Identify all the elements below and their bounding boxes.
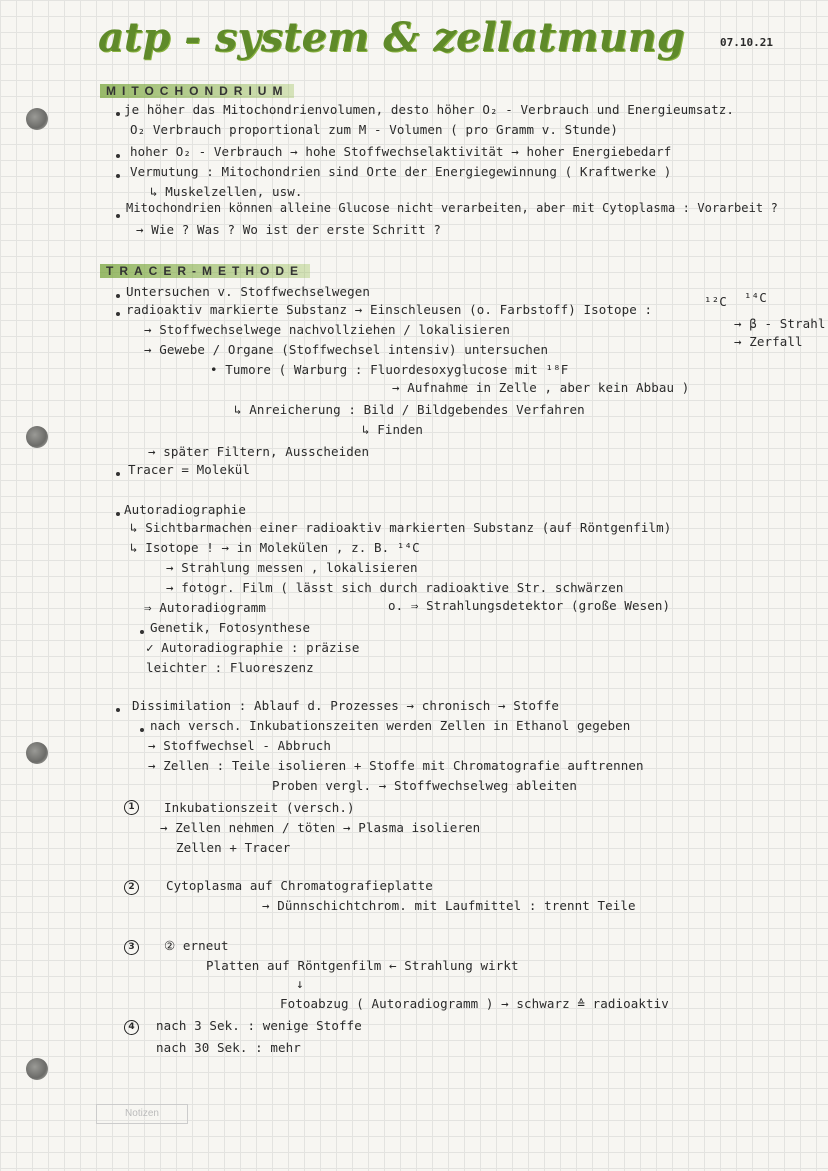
section-heading-tracer: TRACER-METHODE (100, 264, 310, 278)
text-line: Autoradiographie (124, 502, 247, 517)
text-line: Zellen + Tracer (176, 840, 291, 855)
text-line: o. ⇒ Strahlungsdetektor (große Wesen) (388, 598, 671, 613)
text-line: → Dünnschichtchrom. mit Laufmittel : trennt Teile (262, 898, 636, 913)
isotope-c12: ¹²C (704, 294, 727, 309)
bullet (116, 472, 120, 476)
punch-hole-4 (26, 1058, 48, 1080)
isotope-c14: ¹⁴C (744, 290, 767, 305)
text-line: leichter : Fluoreszenz (146, 660, 314, 675)
text-line: ↳ Isotope ! → in Molekülen , z. B. ¹⁴C (130, 540, 420, 555)
text-line: Inkubationszeit (versch.) (164, 800, 355, 815)
text-line: • Tumore ( Warburg : Fluordesoxyglucose mit ¹⁸F (210, 362, 569, 377)
text-line: Platten auf Röntgenfilm ← Strahlung wirkt (206, 958, 519, 973)
text-line: nach 3 Sek. : wenige Stoffe (156, 1018, 362, 1033)
beta-note: → β - Strahl (734, 316, 826, 331)
text-line: Tracer = Molekül (128, 462, 251, 477)
text-line: ↳ Sichtbarmachen einer radioaktiv markierten Substanz (auf Röntgenfilm) (130, 520, 672, 535)
bullet (116, 512, 120, 516)
text-line: je höher das Mitochondrienvolumen, desto höher O₂ - Verbrauch und Energieumsatz. (124, 102, 735, 117)
bullet (116, 708, 120, 712)
text-line: Fotoabzug ( Autoradiogramm ) → schwarz ≙ radioaktiv (280, 996, 669, 1011)
text-line: → Stoffwechsel - Abbruch (148, 738, 332, 753)
step-number-1: 1 (124, 800, 139, 815)
text-line: → Wie ? Was ? Wo ist der erste Schritt ? (136, 222, 442, 237)
text-line: → später Filtern, Ausscheiden (148, 444, 370, 459)
text-line: hoher O₂ - Verbrauch → hohe Stoffwechselaktivität → hoher Energiebedarf (130, 144, 672, 159)
text-line: → Zellen nehmen / töten → Plasma isolieren (160, 820, 481, 835)
page-title: atp - system & zellatmung (98, 14, 685, 61)
zerfall-note: → Zerfall (734, 334, 803, 349)
bullet (116, 312, 120, 316)
bullet (140, 728, 144, 732)
bullet (116, 214, 120, 218)
text-line: O₂ Verbrauch proportional zum M - Volumen ( pro Gramm v. Stunde) (130, 122, 619, 137)
text-line: ↳ Anreicherung : Bild / Bildgebendes Verfahren (234, 402, 585, 417)
punch-hole-3 (26, 742, 48, 764)
text-line: nach 30 Sek. : mehr (156, 1040, 301, 1055)
text-line: Genetik, Fotosynthese (150, 620, 311, 635)
text-line: → Stoffwechselwege nachvollziehen / lokalisieren (144, 322, 511, 337)
text-line: Dissimilation : Ablauf d. Prozesses → chronisch → Stoffe (132, 698, 560, 713)
text-line: → Aufnahme in Zelle , aber kein Abbau ) (392, 380, 690, 395)
text-line: → Zellen : Teile isolieren + Stoffe mit Chromatografie auftrennen (148, 758, 644, 773)
step-number-3: 3 (124, 940, 139, 955)
text-line: Untersuchen v. Stoffwechselwegen (126, 284, 371, 299)
step-number-2: 2 (124, 880, 139, 895)
bullet (140, 630, 144, 634)
step-number-4: 4 (124, 1020, 139, 1035)
bullet (116, 174, 120, 178)
bullet (116, 112, 120, 116)
text-line: ↳ Finden (362, 422, 424, 437)
punch-hole-1 (26, 108, 48, 130)
text-line: → Gewebe / Organe (Stoffwechsel intensiv) untersuchen (144, 342, 549, 357)
text-line: ↳ Muskelzellen, usw. (150, 184, 303, 199)
text-line: ⇒ Autoradiogramm (144, 600, 267, 615)
section-heading-mitochondrium: MITOCHONDRIUM (100, 84, 294, 98)
text-line: ↓ (296, 976, 304, 991)
text-line: Proben vergl. → Stoffwechselweg ableiten (272, 778, 578, 793)
notebook-stamp: Notizen (96, 1104, 188, 1124)
text-line: radioaktiv markierte Substanz → Einschleusen (o. Farbstoff) Isotope : (126, 302, 653, 317)
page-date: 07.10.21 (720, 36, 773, 49)
text-line: ② erneut (164, 938, 229, 953)
text-line: Cytoplasma auf Chromatografieplatte (166, 878, 433, 893)
text-line: nach versch. Inkubationszeiten werden Zellen in Ethanol gegeben (150, 718, 631, 733)
punch-hole-2 (26, 426, 48, 448)
bullet (116, 294, 120, 298)
bullet (116, 154, 120, 158)
text-line: → fotogr. Film ( lässt sich durch radioaktive Str. schwärzen (166, 580, 624, 595)
text-line: Vermutung : Mitochondrien sind Orte der Energiegewinnung ( Kraftwerke ) (130, 164, 672, 179)
text-line: ✓ Autoradiographie : präzise (146, 640, 360, 655)
text-line: → Strahlung messen , lokalisieren (166, 560, 418, 575)
text-line: Mitochondrien können alleine Glucose nicht verarbeiten, aber mit Cytoplasma : Vorarbeit ? (126, 201, 778, 215)
